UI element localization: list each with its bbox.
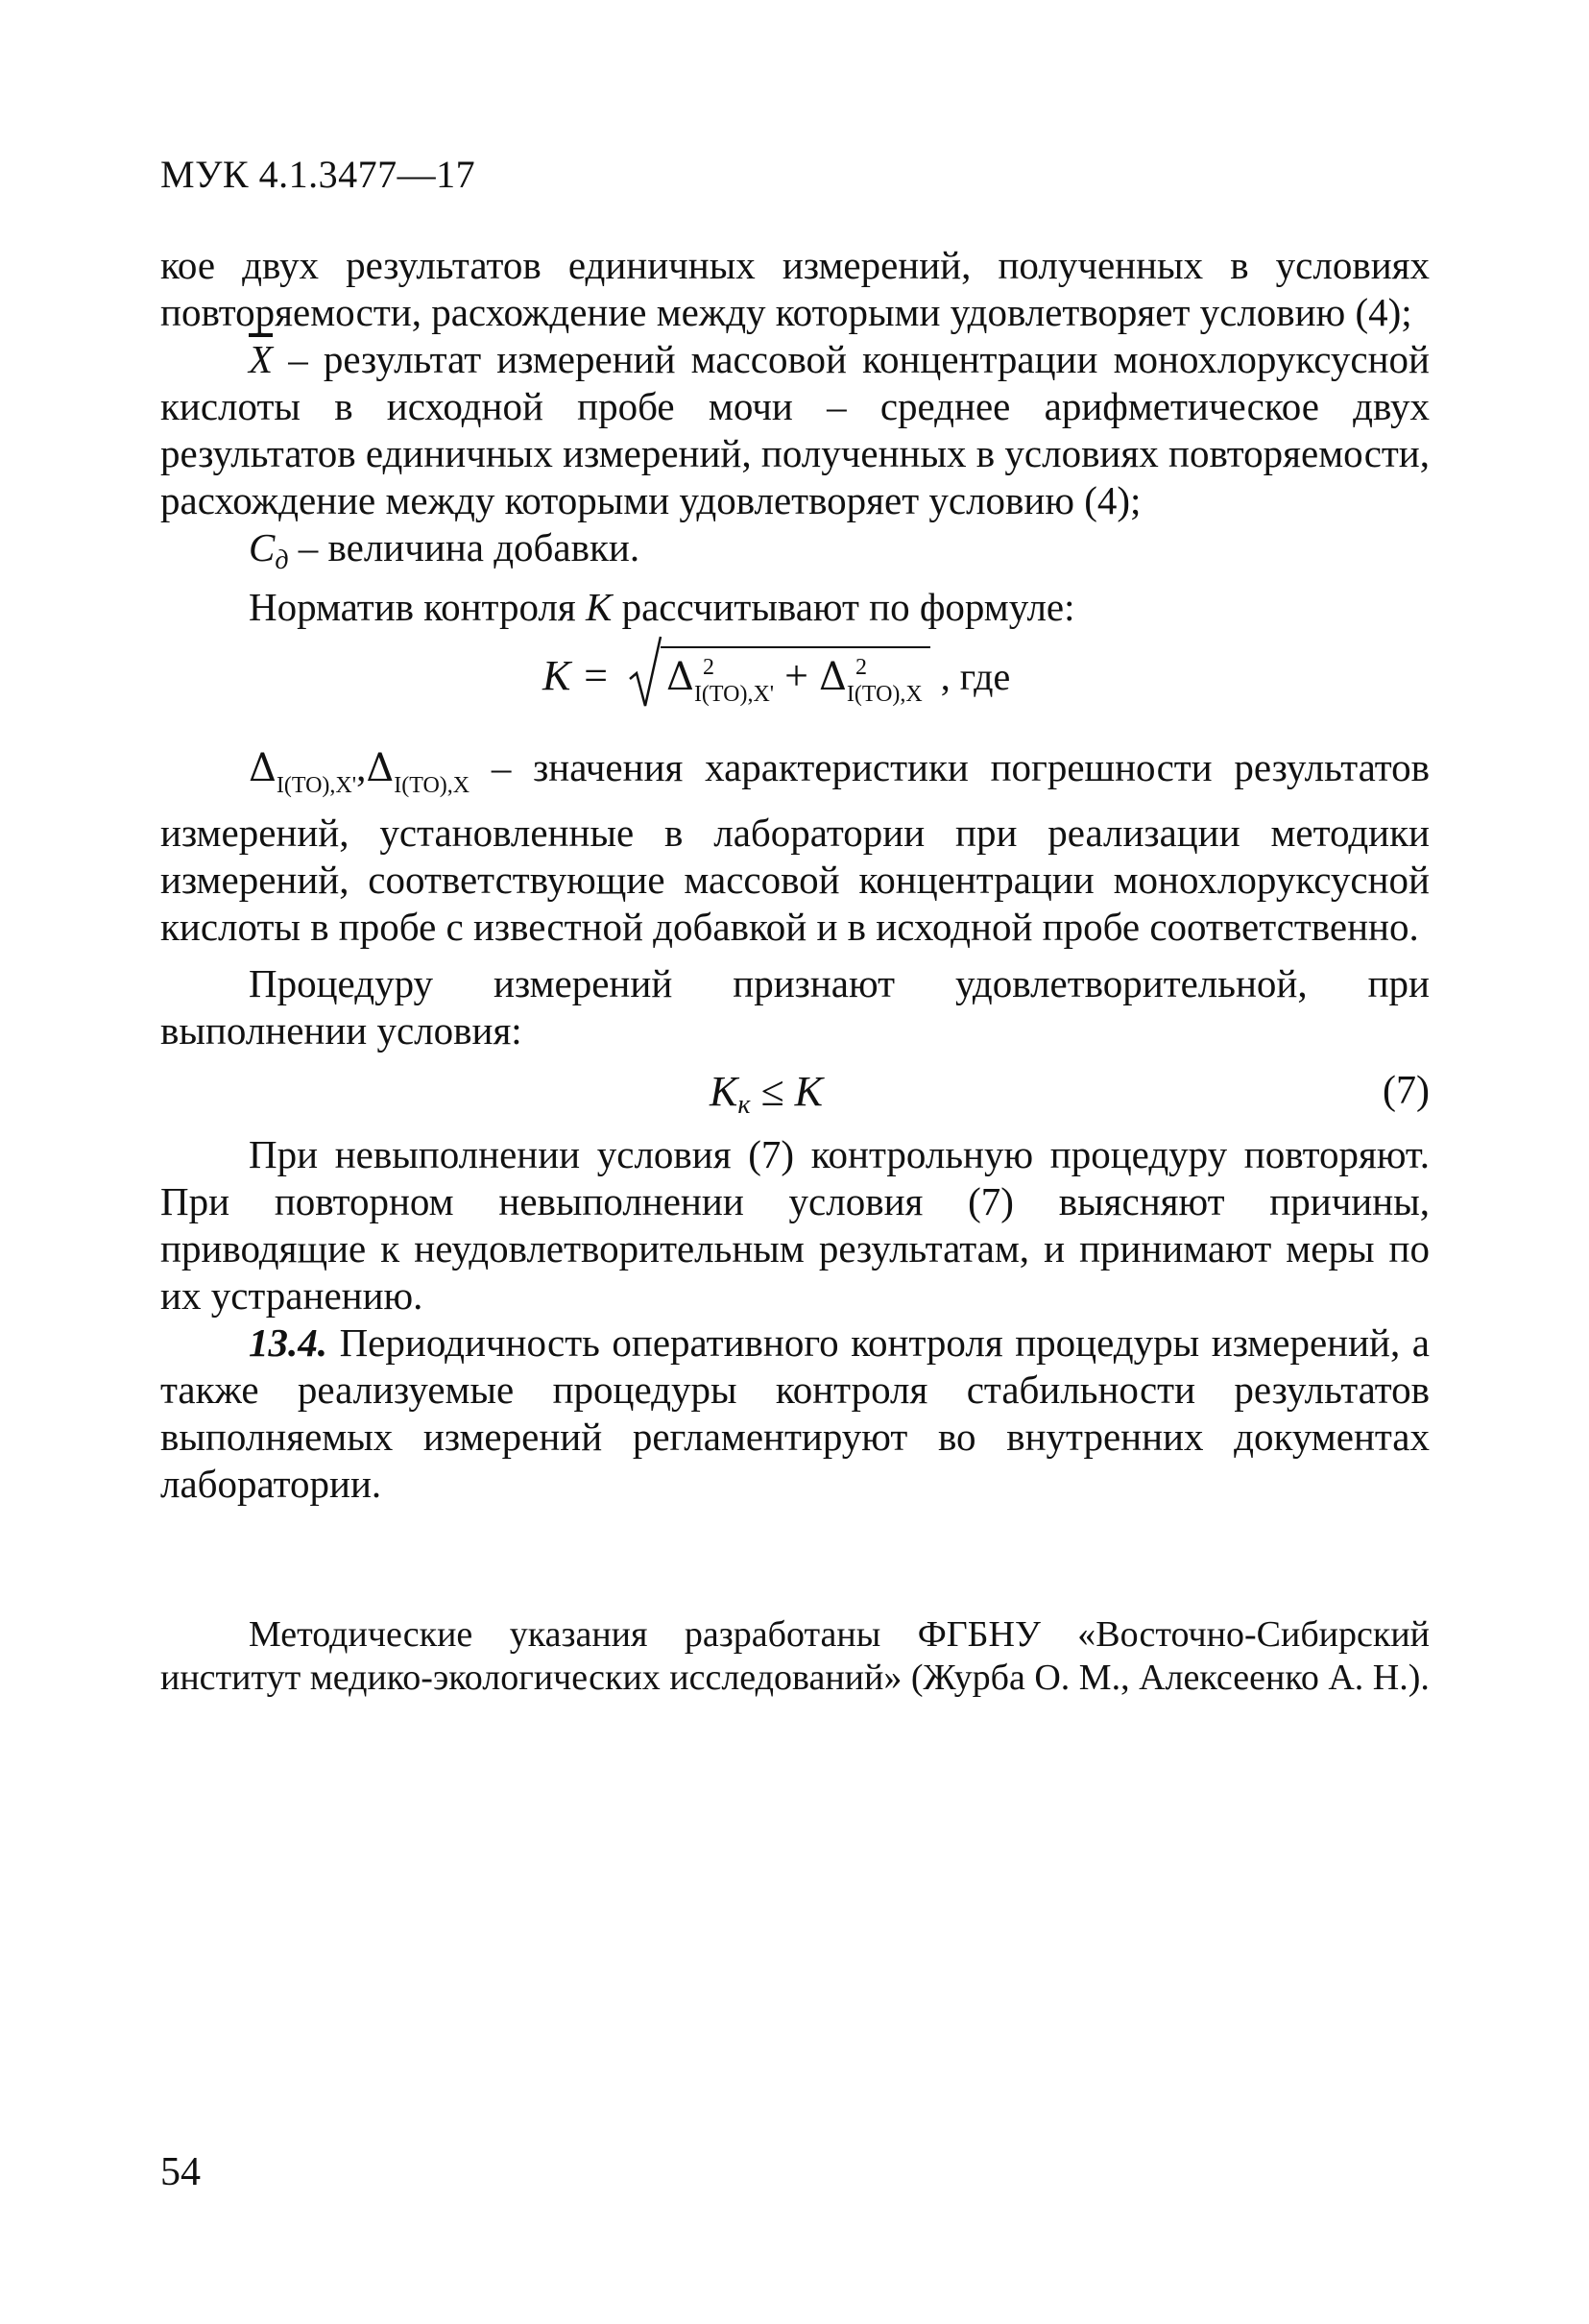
delta-term-2 — [819, 652, 923, 718]
delta-symbol: Δ — [666, 655, 694, 699]
variable-c: C — [249, 525, 276, 569]
plus-sign: + — [784, 652, 808, 699]
formula-condition-7 — [160, 1068, 1430, 1126]
delta-subscript-2: I(TO),X — [394, 773, 470, 798]
delta-symbol: Δ — [818, 655, 847, 699]
paragraph-norm-intro — [160, 584, 1430, 631]
variable-c-subscript: д — [275, 545, 289, 575]
paragraph-13-4 — [160, 1319, 1430, 1508]
square-exponent: 2 — [703, 655, 715, 680]
norm-intro-text-a: Норматив контроля — [249, 585, 586, 629]
variable-k-rhs: K — [794, 1068, 823, 1115]
square-exponent: 2 — [855, 655, 867, 680]
paragraph-x-definition — [160, 336, 1430, 524]
delta-symbol: Δ — [366, 746, 395, 790]
radical-sign-icon — [628, 635, 662, 712]
square-root — [628, 646, 930, 718]
paragraph-procedure: Процедуру измерений признают удовлетворительной, при выполнении условия: — [160, 961, 1430, 1053]
document-code-header: МУК 4.1.3477—17 — [160, 153, 476, 196]
delta-subscript-2: I(TO),X — [846, 682, 923, 707]
formula-k-tail: , где — [940, 655, 1011, 698]
variable-x-mean: $\overline{X}$ — [249, 337, 274, 381]
delta-definition-text: – значения характеристики погрешности результатов измерений, установленные в лаборатории при реализации методики измерений, соответствующие массовой концентрации монохлоруксусной кислоты в пробе с известной добавкой и в исходной пробе соответственно. — [160, 745, 1430, 949]
formula-number: (7) — [1383, 1069, 1430, 1113]
comma: , — [356, 745, 367, 789]
variable-kk-subscript: к — [737, 1090, 751, 1120]
delta-term-1 — [666, 652, 774, 718]
body-text — [160, 242, 1430, 1508]
variable-k: K — [585, 585, 613, 629]
paragraph-continuation: кое двух результатов единичных измерений, полученных в условиях повторяемости, расхождение между которыми удовлетворяет условию (4); — [160, 243, 1430, 334]
formula-k-lhs: K = — [542, 652, 611, 699]
formula-condition-expression — [710, 1068, 823, 1128]
section-number: 13.4. — [249, 1320, 327, 1365]
section-13-4-text: Периодичность оперативного контроля процедуры измерений, а также реализуемые процедуры контроля стабильности результатов выполняемых измерений регламентируют во внутренних документах лаборатории. — [160, 1320, 1430, 1506]
paragraph-delta-definition — [160, 744, 1430, 951]
page-number: 54 — [160, 2150, 201, 2194]
delta-symbol: Δ — [249, 746, 277, 790]
less-equal-sign: ≤ — [750, 1068, 795, 1115]
cd-definition-text: – величина добавки. — [288, 525, 640, 569]
delta-subscript-1: I(TO),X' — [276, 773, 357, 798]
x-definition-text: – результат измерений массовой концентрации монохлоруксусной кислоты в исходной пробе мочи – среднее арифметическое двух результатов единичных измерений, полученных в условиях повторяемости, расхождение между которыми удовлетворяет условию (4); — [160, 337, 1430, 522]
paragraph-repeat: При невыполнении условия (7) контрольную процедуру повторяют. При повторном невыполнении условия (7) выясняют причины, приводящие к неудовлетворительным результатам, и принимают меры по их устранению. — [160, 1132, 1430, 1318]
radicand — [661, 646, 930, 718]
variable-kk: K — [710, 1068, 738, 1115]
authors-credit: Методические указания разработаны ФГБНУ «Восточно-Сибирский институт медико-экологических исследований» (Журба О. М., Алексеенко А. Н.). — [160, 1614, 1430, 1698]
formula-k — [160, 635, 1430, 731]
paragraph-cd-definition — [160, 524, 1430, 584]
delta-subscript-1: I(TO),X' — [693, 682, 775, 707]
norm-intro-text-b: рассчитывают по формуле: — [612, 585, 1075, 629]
